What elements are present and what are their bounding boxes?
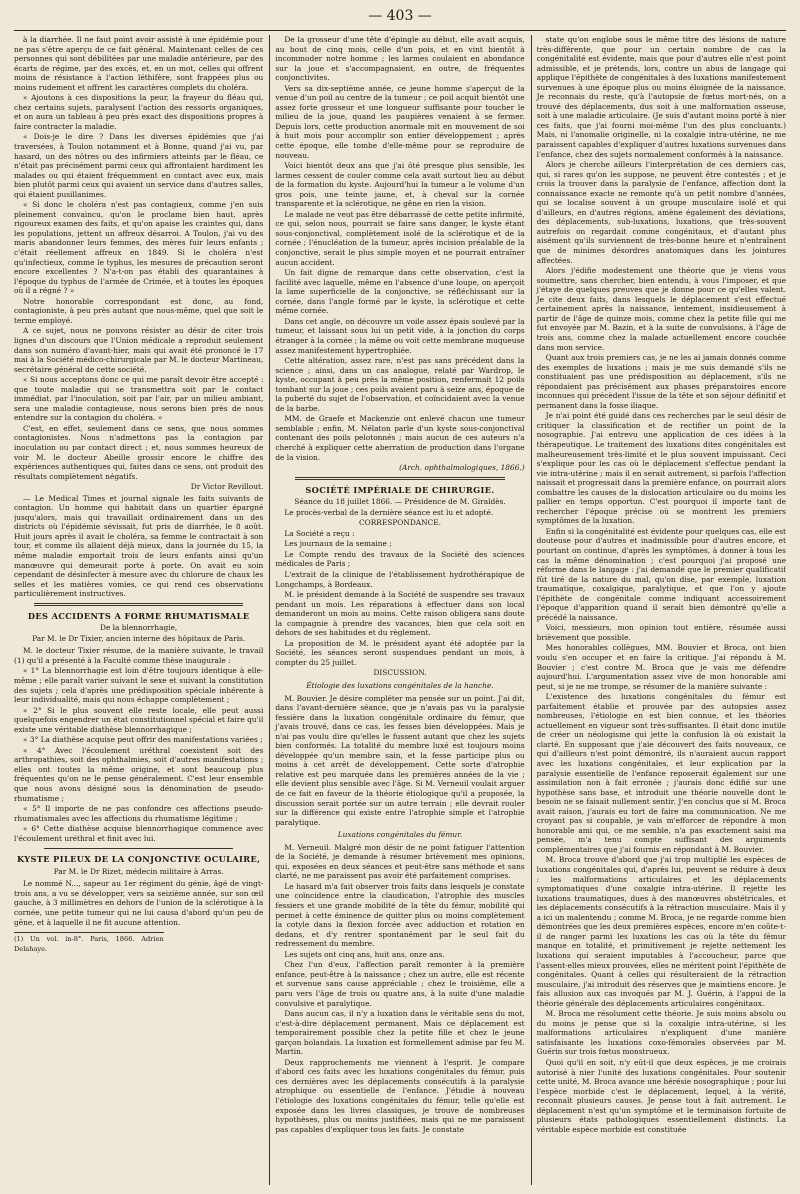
paragraph: C'est, en effet, seulement dans ce sens, que nous sommes contagionistes. Nous n'admettons pas la contagion par inoculation ou par contact direct ; et, nous sommes heureux de voir M. le docteur Abeille grossir encore le chiffre des expériences authentiques qui, faites dans ce sens, ont produit des résultats complètement négatifs. <box>14 423 264 481</box>
paragraph: Alors je cherche ailleurs l'interprétation de ces derniers cas, qui, si rares qu'on les suppose, ne peuvent être contestés ; et je crois la trouver dans la paralysie de l'enfance, affection dont la connaissance exacte ne remonte qu'à un petit nombre d'années, qui se localise souvent à un groupe musculaire isolé et qui d'ailleurs, en d'autres régions, amène également des déviations, des déplacements, sub-luxations, luxations, que très-souvent autrefois on regardait comme congénitaux, et d'autant plus aisément qu'ils surviennent de très-bonne heure et n'entraînent que de minimes désordres anatomiques dans les jointures affectées. <box>536 160 786 265</box>
discussion-heading: DISCUSSION. <box>373 668 427 678</box>
section-divider <box>44 848 233 849</box>
paragraph: Alors j'édifie modestement une théorie que je viens vous soumettre, sans chercher, bien entendu, à vous l'imposer, et que j'étaye de quelques preuves que je donne pour ce qu'elles valent. Je cite deux faits, dans lesquels le déplacement s'est effectué certainement après la naissance, lentement, insidieusement à partir de l'âge de quinze mois, comme chez la petite fille qui me fut envoyée par M. Bazin, et à la suite de convulsions, à l'âge de trois ans, comme chez la malade actuellement encore couchée dans mon service. <box>536 266 786 352</box>
paragraph: « 5° Il importe de ne pas confondre ces affections pseudo-rhumatismales avec les affections du rhumatisme légitime ; <box>14 804 264 823</box>
paragraph: Je n'ai point été guidé dans ces recherches par le seul désir de critiquer la classification et de rectifier un point de la nosographie. J'ai entrevu une application de ces idées à la thérapeutique. Le traitement des luxations dites congénitales est malheureusement très-limité et le plus souvent impuissant. Ceci s'explique pour les cas où le déplacement s'effectue pendant la vie intra-utérine ; mais il en serait autrement, si parfois l'affection naissait et progressait dans la première enfance, on pourrait alors combattre les causes de la dislocation articulaire ou du moins les pallier en temps opportun. C'est pourquoi il importe tant de rechercher l'époque précise où se montrent les premiers symptômes de la luxation. <box>536 411 786 526</box>
paragraph: « Dois-je le dire ? Dans les diverses épidémies que j'ai traversées, à Toulon notamment et à Bonne, quand j'ai vu, par hasard, un des nôtres ou des infirmiers atteints par le fléau, ce n'était pas précisément parmi ceux qui affrontaient hardiment les malades ou qui étaient fréquemment en contact avec eux, mais bien plutôt parmi ceux qui avaient un service dans d'autres salles, qui étaient pusillanimes. <box>14 132 264 199</box>
paragraph: Le malade ne veut pas être débarrassé de cette petite infirmité, ce qui, selon nous, pourrait se faire sans danger, le kyste étant sous-conjonctival, complètement isolé de la sclérotique et de la cornée ; l'énucléation de la tumeur, après incision préalable de la conjonctive, serait le plus simple moyen et ne pourrait entraîner aucun accident. <box>275 209 525 267</box>
paragraph: Les sujets ont cinq ans, huit ans, onze ans. <box>284 949 445 959</box>
paragraph: Mes honorables collègues, MM. Bouvier et Broca, ont bien voulu s'en occuper et en faire la critique. J'ai répondu à M. Bouvier ; c'est contre M. Broca que je vais me défendre aujourd'hui. L'argumentation assez vive de mon honorable ami peut, si je ne me trompe, se résumer de la manière suivante : <box>536 643 786 691</box>
paragraph: « 3° La diathèse acquise peut offrir des manifestations variées ; <box>23 735 263 745</box>
paragraph: Dans aucun cas, il n'y a luxation dans le véritable sens du mot, c'est-à-dire déplacement permanent. Mais ce déplacement est temporairement possible chez la petite fille et chez le jeune garçon bolandais. La luxation est formellement admise par feu M. Martin. <box>275 1009 525 1057</box>
section-subtitle: De la blennorrhagie, <box>100 623 178 633</box>
section-title: KYSTE PILEUX DE LA CONJONCTIVE OCULAIRE, <box>16 854 261 865</box>
paragraph: M. Broca trouve d'abord que j'ai trop multiplié les espèces de luxations congénitales qui, d'après lui, peuvent se réduire à deux : les malformations articulaires et les déplacements symptomatiques d'une coxalgie intra-utérine. Il rejette les luxations traumatiques, dues à des manœuvres obstétricales, et les déplacements consécutifs à la rétraction musculaire. Mais il y a ici un malentendu ; comme M. Broca, je ne regarde comme bien démontrées que les deux premières espèces, encore m'en coûte-t-il de ranger parmi les luxations les cas où la tête du fémur manque en totalité, et primitivement je rejette nettement les luxations qui seraient imputables à l'accoucheur, parce que l'assent-elles mieux prouvées, elles ne méritent point l'épithète de congénitales. Quant à celles qui résulteraient de la rétraction musculaire, j'ai introduit des réserves que je maintiens encore. Je fais allusion aux cas invoqués par M. J. Guérin, à l'appui de la théorie générale des déplacements articulaires congénitaux. <box>536 855 786 1008</box>
discussion-title: Étiologie des luxations congénitales de la hanche. <box>306 681 494 690</box>
paragraph: « 4° Avec l'écoulement uréthral coexistent soit des arthropathies, soit des ophthalmies, soit d'autres manifestations ; elles ont toutes la même origine, et sont beaucoup plus fréquentes qu'on ne le pense généralement. C'est leur ensemble que nous avons désigné sous la dénomination de pseudo-rhumatisme ; <box>14 745 264 803</box>
paragraph: Le hasard m'a fait observer trois faits dans lesquels je constate une coïncidence entre la claudication, l'atrophie des muscles fessiers et une grande mobilité de la tête du fémur, mobilité qui permet à cette éminence de quitter plus ou moins complètement la cotyle dans la flexion forcée avec adduction et rotation en dedans, et d'y rentrer spontanément par le seul fait du redressement du membre. <box>275 881 525 949</box>
paragraph: « 2° Si le plus souvent elle reste locale, elle peut aussi quelquefois engendrer un état constitutionnel spécial et faire qu'il existe une véritable diathèse blennorrhagique ; <box>14 705 264 734</box>
paragraph: La Société a reçu : <box>284 528 355 538</box>
paragraph: « Si nous acceptons donc ce qui me paraît devoir être accepté : que toute maladie qui se transmettra soit par le contact immédiat, par l'inoculation, soit par l'air, par un milieu ambiant, sera une maladie contagieuse, nous serons bien près de nous entendre sur la contagion du choléra. » <box>14 375 264 423</box>
paragraph: Vers sa dix-septième année, ce jeune homme s'aperçut de la venue d'un poil au centre de la tumeur ; ce poil acquit bientôt une assez forte grosseur et une longueur suffisante pour toucher le milieu de la joue, quand les paupières venaient à se fermer. Depuis lors, cette production anormale mit en mouvement de soi à huit mois pour accomplir son entier développement ; après cette époque, elle tombe d'elle-même pour se reproduire de nouveau. <box>275 83 525 160</box>
paragraph: MM. de Graefe et Mackenzie ont enlevé chacun une tumeur semblable ; enfin, M. Nélaton parle d'un kyste sous-conjonctival contenant des poils pelotonnés ; mais aucun de ces auteurs n'a cherché à expliquer cette aberration de production dans l'organe de la vision. <box>275 414 525 462</box>
paragraph: M. le docteur Tixier résume, de la manière suivante, le travail (1) qu'il a présenté à la Faculté comme thèse inaugurale : <box>14 646 264 665</box>
paragraph: « 1° La blennorrhagie est loin d'être toujours identique à elle-même ; elle paraît varier suivant le sexe et suivant la constitution des sujets ; cela d'après une prédisposition spéciale inhérente à leur individualité, mais qui nous échappe complètement ; <box>14 666 264 705</box>
session-line: Séance du 18 juillet 1866. — Présidence de M. Giraldès. <box>294 497 506 507</box>
paragraph: M. Verneuil. Malgré mon désir de ne point fatiguer l'attention de la Société, je demande à résumer brièvement mes opinions, qui, exposées en deux séances et peut-être sans méthode et sans clarté, ne me paraissent pas avoir été parfaitement comprises. <box>275 842 525 881</box>
paragraph: — Le Medical Times et journal signale les faits suivants de contagion. Un homme qui habitait dans un quartier épargné jusqu'alors, mais qui travaillait ordinairement dans un des districts où l'épidémie sévissait, fut pris de diarrhée, le 8 août. Huit jours après il avait le choléra, sa femme le contractait à son tour, et comme ils allaient déjà mieux, dans la journée du 15, la même maladie emportait trois de leurs enfants ainsi qu'un manœuvre qui demeurait porte à porte. On avait eu soin cependant de désinfecter à mesure avec du chlorure de chaux les selles et les matières vomies, ce qui rend ces observations particulièrement instructives. <box>14 493 264 599</box>
column-2 <box>269 35 524 1185</box>
page-number: — 403 — <box>14 8 786 31</box>
paragraph: De la grosseur d'une tête d'épingle au début, elle avait acquis, au bout de cinq mois, celle d'un pois, et en vint bientôt à incommoder notre homme ; les larmes coulaient en abondance sur la joue et s'accompagnaient, en outre, de fréquentes conjonctivites. <box>275 35 525 83</box>
paragraph: Chez l'un d'eux, l'affection paraît remonter à la première enfance, peut-être à la naissance ; chez un autre, elle est récente et survenue sans cause appréciable ; chez le troisième, elle a paru vers l'âge de trois ou quatre ans, à la suite d'une maladie convulsive et paralytique. <box>275 960 525 1008</box>
source-citation: (Arch. ophthalmologiques, 1866.) <box>399 463 525 473</box>
section-title: DES ACCIDENTS A FORME RHUMATISMALE <box>27 610 250 621</box>
paragraph: Voici bientôt deux ans que j'ai ôté presque plus sensible, les larmes cessent de couler comme cela avait surtout lieu au début de la formation du kyste. Aujourd'hui la tumeur a le volume d'un gros pois, une teinte jaune, et, à cheval sur la cornée transparente et la sclérotique, ne gêne en rien la vision. <box>275 161 525 209</box>
paragraph: Notre honorable correspondant est donc, au fond, contagioniste, à peu près autant que nous-même, quel que soit le terme employé. <box>14 296 264 325</box>
paragraph: Un fait digne de remarque dans cette observation, c'est la facilité avec laquelle, même en l'absence d'une loupe, on aperçoit la lame superficielle de la conjonctive, se réfléchissant sur la cornée, dans l'angle formé par le kyste, la sclérotique et cette même cornée. <box>275 268 525 316</box>
paragraph: L'existence des luxations congénitales du fémur est parfaitement établie et prouvée par des autopsies assez nombreuses, l'étiologie en est bien connue, et les théories actuellement en vigueur sont très-suffisantes. Il était donc inutile de créer un néologisme qui jette la confusion là où existait la clarté. En supposant que j'aie découvert des faits nouveaux, ce qui d'ailleurs n'est point démontré, ils n'auraient aucun rapport avec les luxations congénitales, et leur explication par la paralysie essentielle de l'enfance reposerait également sur une assimilation non à fait erronée ; j'aurais donc édifié sur une hypothèse sans base, et introduit une théorie nouvelle dont le besoin ne se faisait nullement sentir. J'en conclus que si M. Broca avait raison, j'aurais eu tort de faire ma communication. Ne me croyant pas si coupable, je vais m'efforcer de répondre à mon honorable ami qui, ce me semble, n'a pas exactement saisi ma pensée, m'a tenu compte suffisant des arguments complémentaires que j'ai fournis en répondant à M. Bouvier. <box>536 692 786 854</box>
paragraph: Quoi qu'il en soit, n'y eût-il que deux espèces, je me croirais autorisé à nier l'unité des luxations congénitales. Pour soutenir cette unité, M. Broca avance une hérésie nosographique ; pour lui l'espèce morbide c'est le déplacement, lequel, à la vérité, reconnaît plusieurs causes. Je pense tout à fait autrement. Le déplacement n'est qu'un symptôme et le terminaison fortuite de plusieurs états pathologiques essentiellement distincts. La véritable espèce morbide est constituée <box>536 1057 786 1134</box>
paragraph: M. le président demande à la Société de suspendre ses travaux pendant un mois. Les réparations à effectuer dans son local demanderont un mois au moins. Cette raison obligera sans doute la compagnie à prendre des vacances, bien que cela soit en dehors de ses habitudes et du règlement. <box>275 590 525 638</box>
paragraph: M. Bouvier. Je désire compléter ma pensée sur un point. J'ai dit, dans l'avant-dernière séance, que je n'avais pas vu la paralysie fessière dans la luxation congénitale ordinaire du fémur, que j'avais trouvé, dans ce cas, les fesses bien développées. Mais je n'ai pas voulu dire qu'elles le fussent autant que chez les sujets bien conformés. La totalité du membre luxé est toujours moins développée qu'un membre sain, et la fesse participe plus ou moins à cet arrêt de développement. Cette sorte d'atrophie relative est peu marquée dans les premières années de la vie ; elle devient plus sensible avec l'âge. Si M. Verneuil voulait arguer de ce fait en faveur de la théorie étiologique qu'il a proposée, la discussion serait portée sur un autre terrain ; elle devrait rouler sur la différence qui existe entre l'atrophie simple et l'atrophie paralytique. <box>275 693 525 827</box>
paragraph: Enfin si la congénitalité est évidente pour quelques cas, elle est douteuse pour d'autres et inadmissible pour d'autres encore, et pourtant on continue, d'après les symptômes, à donner à tous les cas la même dénomination ; c'est pourquoi j'ai proposé une réforme dans le langage : j'ai demandé que le premier qualificatif fût tiré de la nature du mal, qu'on dise, par exemple, luxation traumatique, coxalgique, paralytique, et que l'on y ajoute l'épithète de congénitale comme indiquant accessoirement l'époque d'apparition quand il serait bien démontré qu'elle a précédé la naissance. <box>536 526 786 622</box>
paragraph: Le Compte rendu des travaux de la Société des sciences médicales de Paris ; <box>275 549 525 569</box>
paragraph: Dans cet angle, on découvre un voile assez épais soulevé par la tumeur, et laissant sous lui un petit vide, à la jonction du corps étranger à la cornée ; la même ou voit cette membrane muqueuse assez manifestement hypertrophiée. <box>275 316 525 355</box>
signature: Dr Victor Revillout. <box>190 482 264 492</box>
section-divider <box>295 477 504 480</box>
paragraph: Le procès-verbal de la dernière séance est lu et adopté. <box>284 507 494 517</box>
paragraph: La proposition de M. le président ayant été adoptée par la Société, les séances seront suspendues pendant un mois, à compter du 25 juillet. <box>275 638 525 667</box>
paragraph: Cette altération, assez rare, n'est pas sans précédent dans la science ; ainsi, dans un cas analogue, relaté par Wardrop, le kyste, occupant à peu près la même position, renfermait 12 poils tombant sur la joue ; ces poils avaient paru à seize ans, époque de la puberté du sujet de l'observation, et coïncidaient avec la venue de la barbe. <box>275 356 525 413</box>
paragraph: Deux rapprochements me viennent à l'esprit. Je compare d'abord ces faits avec les luxations congénitales du fémur, puis ces dernières avec les déplacements consécutifs à la paralysie atrophique ou essentielle de l'enfance. J'étudie à nouveau l'étiologie des luxations congénitales du fémur, telle qu'elle est exposée dans les livres classiques, je trouve de nombreuses hypothèses, plus ou moins justifiées, mais qui ne me paraissent pas capables d'expliquer tous les faits. Je constate <box>275 1057 525 1134</box>
paragraph: Le nommé N..., sapeur au 1er régiment du génie, âgé de vingt-trois ans, a vu se développer, vers sa seizième année, sur son œil gauche, à 3 millimètres en dehors de l'union de la sclérotique à la cornée, une petite tumeur qui ne lui causa d'abord qu'un peu de gêne, et à laquelle il ne fit aucune attention. <box>14 879 264 927</box>
society-title: SOCIÉTÉ IMPÉRIALE DE CHIRURGIE. <box>305 484 495 495</box>
paragraph: « 6° Cette diathèse acquise blennorrhagique commence avec l'écoulement uréthral et finit avec lui. <box>14 824 264 843</box>
column-3 <box>531 35 786 1185</box>
paragraph: Voici, messieurs, mon opinion tout entière, résumée aussi brièvement que possible. <box>536 623 786 642</box>
discussion-subtitle: Luxations congénitales du fémur. <box>337 830 463 840</box>
paragraph: M. Broca me résolument cette théorie. Je suis moins absolu ou du moins je pense que si la coxalgie intra-utérine, si les malformations articulaires n'expliquent d'une manière satisfaisante les luxations coxo-fémorales observées par M. Guérin sur trois fœtus monstrueux. <box>536 1009 786 1057</box>
footnote: (1) Un vol. in-8°. Paris, 1866. Adrien Delahaye. <box>14 932 164 954</box>
paragraph: A ce sujet, nous ne pouvons résister au désir de citer trois lignes d'un discours que l'Union médicale a reproduit seulement dans son numéro d'avant-hier, mais qui avait été prononcé le 17 mai à la Société médico-chirurgicale par M. le docteur Martineau, secrétaire général de cette société. <box>14 326 264 374</box>
section-author: Par M. le Dr Tixier, ancien interne des hôpitaux de Paris. <box>32 633 246 643</box>
paragraph: state qu'on englobe sous le même titre des lésions de nature très-différente, que pour un certain nombre de cas la congénitalité est évidente, mais que pour d'autres elle n'est point admissible, et je prétends, lors, contre un abus de langage qui applique l'épithète de congénitales à des luxations manifestement survenues à une époque plus ou moins éloignée de la naissance. Je reconnais du reste, qu'à l'autopsie de fœtus mort-nés, on a trouvé des déplacements, dus soit à une malformation osseuse, soit à une maladie articulaire. (Je suis d'autant moins porté à nier ces faits, que j'ai fourni moi-même l'un des plus concluants.) Mais, ni l'anomalie originelle, ni la coxalgie intra-utérine, ne me paraissent capables d'expliquer d'autres luxations survenues dans l'enfance, chez des sujets normalement conformés à la naissance. <box>536 35 786 159</box>
section-divider <box>34 603 243 606</box>
paragraph: Quant aux trois premiers cas, je ne les ai jamais donnés comme des exemples de luxations ; mais je me suis demandé s'ils ne constituaient pas une prédisposition au déplacement, s'ils ne répondaient pas précisément aux phases préparatoires encore inconnues qui précèdent l'issue de la tête et son séjour définitif et permanent dans la fosse iliaque. <box>536 353 786 410</box>
section-author: Par M. le Dr Rizet, médecin militaire à Arras. <box>53 866 224 876</box>
correspondence-heading: CORRESPONDANCE. <box>359 518 441 528</box>
paragraph: « Ajoutons à ces dispositions la peur, la frayeur du fléau qui, chez certains sujets, paralysent l'action des ressorts organiques, et on aura un tableau à peu près exact des dispositions propres à faire contracter la maladie. <box>14 93 264 131</box>
paragraph: L'extrait de la clinique de l'établissement hydrothérapique de Longchamps, à Bordeaux. <box>275 569 525 589</box>
paragraph: « Si donc le choléra n'est pas contagieux, comme j'en suis pleinement convaincu, qu'on le proclame bien haut, après rigoureux examen des faits, et qu'on apaise les craintes qui, dans les populations, jettent un affreux désarroi. A Toulon, j'ai vu des maris abandonner leurs femmes, des mères fuir leurs enfants ; c'était réellement affreux en 1849. Si le choléra n'est qu'infectieux, comme le typhus, les mesures de précaution seront encore excellentes ? N'a-t-on pas établi des quarantaines à l'époque du typhus de l'armée de Crimée, et à toutes les époques où il a régné ? » <box>14 200 264 296</box>
column-1 <box>14 35 263 1185</box>
paragraph: à la diarrhée. Il ne faut point avoir assisté à une épidémie pour ne pas s'être aperçu de ce fait général. Maintenant celles de ces personnes qui sont débilitées par une maladie antérieure, par des écarts de régime, par des excès, et, en un mot, celles qui offrent moins de résistance à l'action léthifère, sont frappées plus ou moins rudement et offrent les caractères complets du choléra. <box>14 35 264 92</box>
paragraph: Les journaux de la semaine ; <box>284 539 392 549</box>
